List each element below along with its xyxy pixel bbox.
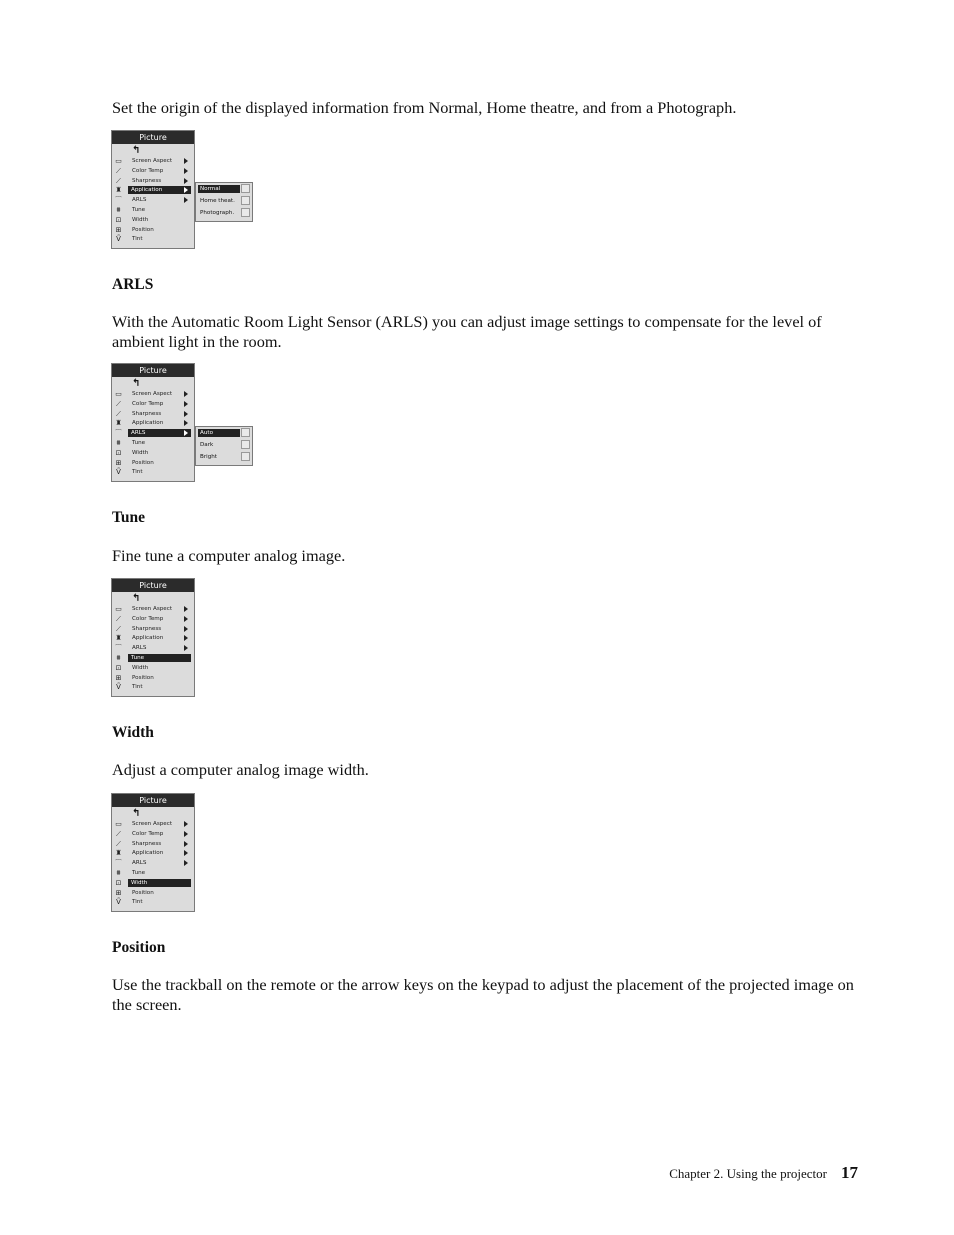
menu-item-color-temp[interactable]: ⟋ Color Temp: [112, 829, 194, 839]
menu-item-arls[interactable]: ⌒ ARLS: [112, 643, 194, 653]
width-icon: ⊡: [115, 878, 122, 887]
back-icon[interactable]: ↰: [132, 378, 141, 389]
submenu-option-dark[interactable]: Dark: [196, 440, 252, 451]
chevron-right-icon: [184, 616, 188, 622]
picture-menu-title: Picture: [112, 364, 194, 377]
menu-item-arls[interactable]: ⌒ ARLS: [112, 858, 194, 868]
tune-icon: ⩩: [116, 653, 121, 662]
submenu-option-auto[interactable]: Auto: [196, 428, 252, 439]
tint-icon: Ṽ: [116, 235, 121, 244]
menu-item-position[interactable]: ⊞ Position: [115, 673, 154, 682]
menu-item-application[interactable]: ♜ Application: [112, 633, 194, 643]
arls-submenu: [195, 426, 253, 466]
back-icon[interactable]: ↰: [132, 593, 141, 604]
section-heading-tune: Tune: [112, 509, 146, 526]
menu-item-color-temp[interactable]: ⟋ Color Temp: [112, 614, 194, 624]
arls-icon: ⌒: [115, 859, 122, 868]
chevron-right-icon: [184, 626, 188, 632]
picture-menu: [111, 578, 195, 697]
color-temp-icon: ⟋: [116, 614, 121, 623]
width-icon: ⊡: [115, 663, 122, 672]
option-checkbox[interactable]: [241, 428, 250, 437]
back-icon[interactable]: ↰: [132, 145, 141, 156]
menu-item-position[interactable]: ⊞ Position: [115, 225, 154, 234]
chevron-right-icon: [184, 821, 188, 827]
menu-item-application[interactable]: ♜ Application: [112, 848, 194, 858]
intro-paragraph: Set the origin of the displayed information from Normal, Home theatre, and from a Photograph.: [112, 98, 737, 117]
chevron-right-icon: [184, 430, 188, 436]
menu-item-width[interactable]: ⊡ Width: [115, 663, 149, 672]
option-checkbox[interactable]: [241, 196, 250, 205]
tune-icon: ⩩: [116, 868, 121, 877]
position-icon: ⊞: [115, 225, 122, 234]
picture-menu-title: Picture: [112, 131, 194, 144]
picture-menu: [111, 130, 195, 249]
option-checkbox[interactable]: [241, 452, 250, 461]
option-checkbox[interactable]: [241, 208, 250, 217]
sharpness-icon: ⟋: [116, 176, 121, 185]
arls-icon: ⌒: [115, 644, 122, 653]
picture-menu: [111, 793, 195, 912]
menu-item-screen-aspect[interactable]: ▭ Screen Aspect: [112, 156, 194, 166]
menu-item-screen-aspect[interactable]: ▭ Screen Aspect: [112, 604, 194, 614]
menu-item-tune[interactable]: ⩩ Tune: [112, 438, 194, 448]
color-temp-icon: ⟋: [116, 399, 121, 408]
menu-item-tint[interactable]: Ṽ Tint: [112, 467, 194, 477]
menu-item-tune[interactable]: ⩩ Tune: [112, 205, 194, 215]
section-text-tune: Fine tune a computer analog image.: [112, 546, 346, 565]
position-icon: ⊞: [115, 673, 122, 682]
menu-item-screen-aspect[interactable]: ▭ Screen Aspect: [112, 819, 194, 829]
application-icon: ♜: [115, 186, 122, 195]
width-icon: ⊡: [115, 448, 122, 457]
screen-aspect-icon: ▭: [115, 157, 122, 165]
sharpness-icon: ⟋: [116, 839, 121, 848]
menu-item-screen-aspect[interactable]: ▭ Screen Aspect: [112, 389, 194, 399]
color-temp-icon: ⟋: [116, 829, 121, 838]
width-icon: ⊡: [115, 215, 122, 224]
section-heading-width: Width: [112, 724, 154, 741]
chevron-right-icon: [184, 158, 188, 164]
page-number: 17: [841, 1163, 858, 1182]
chevron-right-icon: [184, 411, 188, 417]
menu-item-color-temp[interactable]: ⟋ Color Temp: [112, 399, 194, 409]
arls-icon: ⌒: [115, 196, 122, 205]
menu-item-tint[interactable]: Ṽ Tint: [112, 682, 194, 692]
back-icon[interactable]: ↰: [132, 808, 141, 819]
application-icon: ♜: [115, 419, 122, 428]
tune-icon: ⩩: [116, 205, 121, 214]
menu-item-sharpness[interactable]: ⟋ Sharpness: [112, 839, 194, 849]
chevron-right-icon: [184, 860, 188, 866]
menu-item-tint[interactable]: Ṽ Tint: [112, 234, 194, 244]
menu-item-tint[interactable]: Ṽ Tint: [112, 897, 194, 907]
menu-item-tune[interactable]: ⩩ Tune: [112, 868, 194, 878]
menu-item-width[interactable]: ⊡ Width: [115, 448, 149, 457]
option-checkbox[interactable]: [241, 184, 250, 193]
menu-item-width[interactable]: ⊡ Width: [115, 215, 149, 224]
picture-menu-title: Picture: [112, 794, 194, 807]
sharpness-icon: ⟋: [116, 624, 121, 633]
sharpness-icon: ⟋: [116, 409, 121, 418]
section-text-width: Adjust a computer analog image width.: [112, 760, 369, 779]
menu-item-position[interactable]: ⊞ Position: [115, 888, 154, 897]
option-checkbox[interactable]: [241, 440, 250, 449]
menu-item-color-temp[interactable]: ⟋ Color Temp: [112, 166, 194, 176]
picture-menu: [111, 363, 195, 482]
footer-chapter: Chapter 2. Using the projector: [669, 1166, 827, 1181]
submenu-option-normal[interactable]: Normal: [196, 184, 252, 195]
application-icon: ♜: [115, 849, 122, 858]
chevron-right-icon: [184, 831, 188, 837]
application-icon: ♜: [115, 634, 122, 643]
chevron-right-icon: [184, 606, 188, 612]
chevron-right-icon: [184, 187, 188, 193]
tint-icon: Ṽ: [116, 683, 121, 692]
menu-item-arls[interactable]: ⌒ ARLS: [112, 428, 194, 438]
chevron-right-icon: [184, 850, 188, 856]
menu-item-width[interactable]: ⊡ Width: [112, 878, 194, 888]
screen-aspect-icon: ▭: [115, 605, 122, 613]
chevron-right-icon: [184, 645, 188, 651]
tint-icon: Ṽ: [116, 468, 121, 477]
menu-item-arls[interactable]: ⌒ ARLS: [112, 195, 194, 205]
submenu-option-bright[interactable]: Bright: [196, 452, 252, 463]
tune-icon: ⩩: [116, 438, 121, 447]
menu-item-tune[interactable]: ⩩ Tune: [112, 653, 194, 663]
chevron-right-icon: [184, 401, 188, 407]
menu-item-application[interactable]: ♜ Application: [112, 185, 194, 195]
submenu-option-home-theatre[interactable]: Home theat.: [196, 196, 252, 207]
chevron-right-icon: [184, 841, 188, 847]
section-heading-arls: ARLS: [112, 276, 154, 293]
chevron-right-icon: [184, 178, 188, 184]
chevron-right-icon: [184, 420, 188, 426]
picture-menu-title: Picture: [112, 579, 194, 592]
position-icon: ⊞: [115, 458, 122, 467]
tint-icon: Ṽ: [116, 898, 121, 907]
section-text-position: Use the trackball on the remote or the arrow keys on the keypad to adjust the placement of the projected image on the screen.: [112, 975, 854, 1014]
chevron-right-icon: [184, 391, 188, 397]
menu-item-application[interactable]: ♜ Application: [112, 418, 194, 428]
chevron-right-icon: [184, 168, 188, 174]
chevron-right-icon: [184, 197, 188, 203]
menu-item-sharpness[interactable]: ⟋ Sharpness: [112, 176, 194, 186]
menu-item-sharpness[interactable]: ⟋ Sharpness: [112, 409, 194, 419]
screen-aspect-icon: ▭: [115, 820, 122, 828]
color-temp-icon: ⟋: [116, 166, 121, 175]
section-heading-position: Position: [112, 939, 166, 956]
chevron-right-icon: [184, 635, 188, 641]
section-text-arls: With the Automatic Room Light Sensor (ARLS) you can adjust image settings to compensate for the level of ambient light in the room.: [112, 312, 822, 351]
menu-item-sharpness[interactable]: ⟋ Sharpness: [112, 624, 194, 634]
position-icon: ⊞: [115, 888, 122, 897]
application-submenu: [195, 182, 253, 222]
screen-aspect-icon: ▭: [115, 390, 122, 398]
page-footer: [669, 1162, 858, 1185]
menu-item-position[interactable]: ⊞ Position: [115, 458, 154, 467]
submenu-option-photograph[interactable]: Photograph.: [196, 208, 252, 219]
arls-icon: ⌒: [115, 429, 122, 438]
